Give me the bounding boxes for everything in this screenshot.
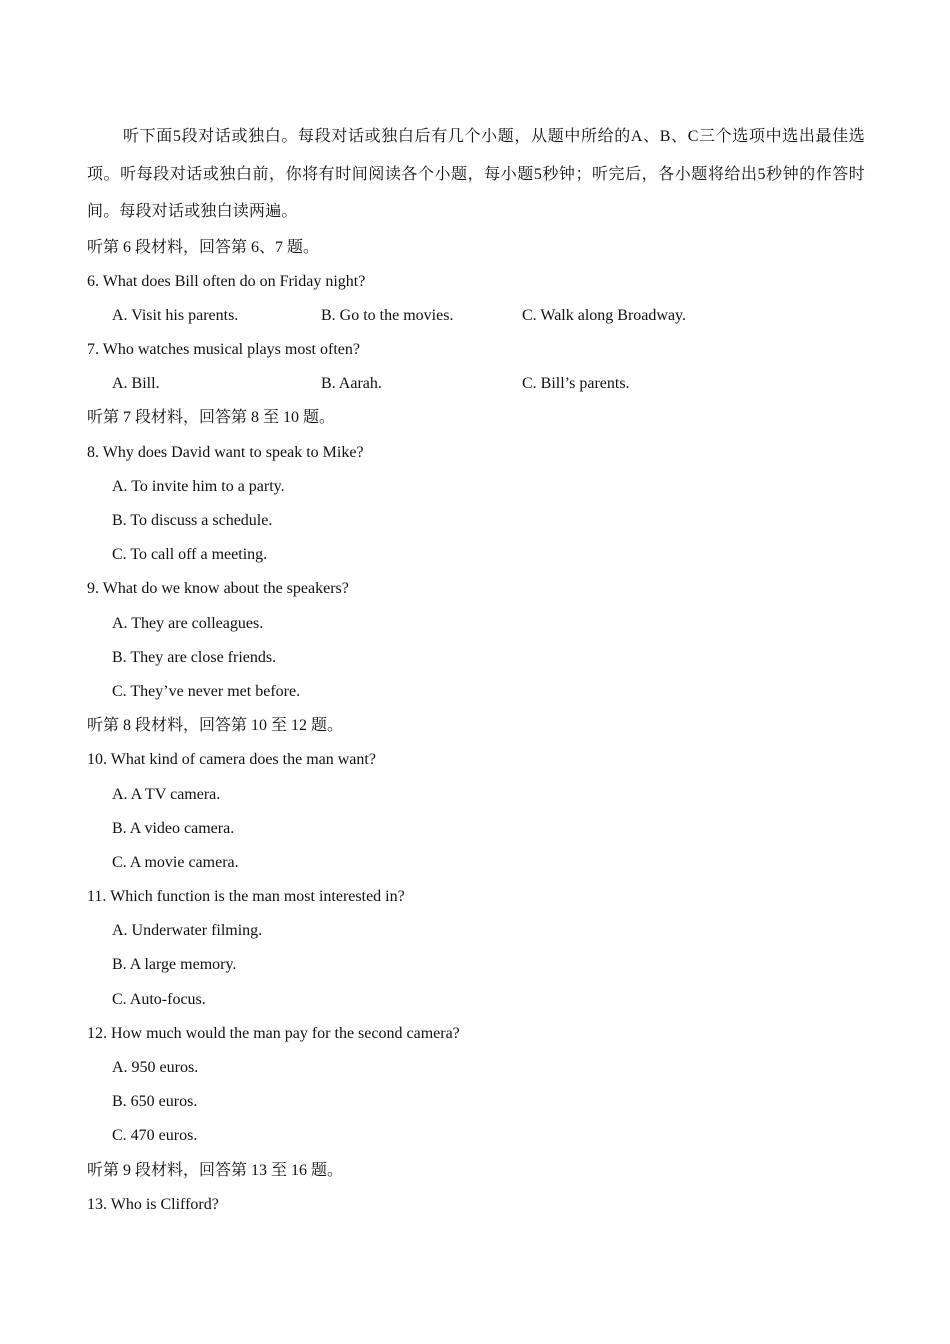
question-8-option-b: B. To discuss a schedule. [112,512,273,529]
question-8: 8. Why does David want to speak to Mike? [87,443,364,461]
question-6-option-b: B. Go to the movies. [321,306,454,324]
question-9-option-b: B. They are close friends. [112,648,277,666]
question-6-option-c: C. Walk along Broadway. [522,306,687,324]
question-7-option-b: B. Aarah. [321,375,382,393]
question-10: 10. What kind of camera does the man want? [87,751,376,769]
section-header-7: 听第 7 段材料，回答第 8 至 10 题。 [87,409,336,427]
question-7-options [87,367,865,401]
section-header-9: 听第 9 段材料，回答第 13 至 16 题。 [87,1161,344,1179]
question-7-option-a: A. Bill. [112,375,160,393]
question-7-option-c: C. Bill’s parents. [522,375,630,393]
question-12-option-a: A. 950 euros. [112,1059,199,1076]
question-10-option-a: A. A TV camera. [112,785,221,803]
question-11: 11. Which function is the man most interested in? [87,888,405,906]
question-9-option-c: C. They’ve never met before. [112,682,301,700]
exam-page [87,118,865,1222]
question-6-options [87,299,865,333]
question-8-option-a: A. To invite him to a party. [112,477,285,495]
question-11-option-c: C. Auto-focus. [112,990,206,1008]
question-13: 13. Who is Clifford? [87,1195,219,1213]
question-12: 12. How much would the man pay for the second camera? [87,1024,460,1042]
question-9: 9. What do we know about the speakers? [87,580,349,598]
question-10-option-c: C. A movie camera. [112,853,239,871]
question-6: 6. What does Bill often do on Friday night? [87,272,366,290]
question-6-option-a: A. Visit his parents. [112,306,239,324]
section-header-6: 听第 6 段材料，回答第 6、7 题。 [87,238,320,256]
question-11-option-a: A. Underwater filming. [112,922,263,940]
question-7: 7. Who watches musical plays most often? [87,341,360,359]
question-12-option-b: B. 650 euros. [112,1093,198,1111]
section-instructions: 听下面5段对话或独白。每段对话或独白后有几个小题，从题中所给的A、B、C三个选项中选出最佳选项。听每段对话或独白前，你将有时间阅读各个小题，每小题5秒钟；听完后，各小题将给出5秒钟的作答时间。每段对话或独白读两遍。 [87,128,865,220]
question-8-option-c: C. To call off a meeting. [112,546,268,564]
question-12-option-c: C. 470 euros. [112,1127,198,1145]
question-10-option-b: B. A video camera. [112,819,235,837]
question-11-option-b: B. A large memory. [112,956,237,974]
question-9-option-a: A. They are colleagues. [112,614,264,632]
section-header-8: 听第 8 段材料，回答第 10 至 12 题。 [87,717,344,735]
